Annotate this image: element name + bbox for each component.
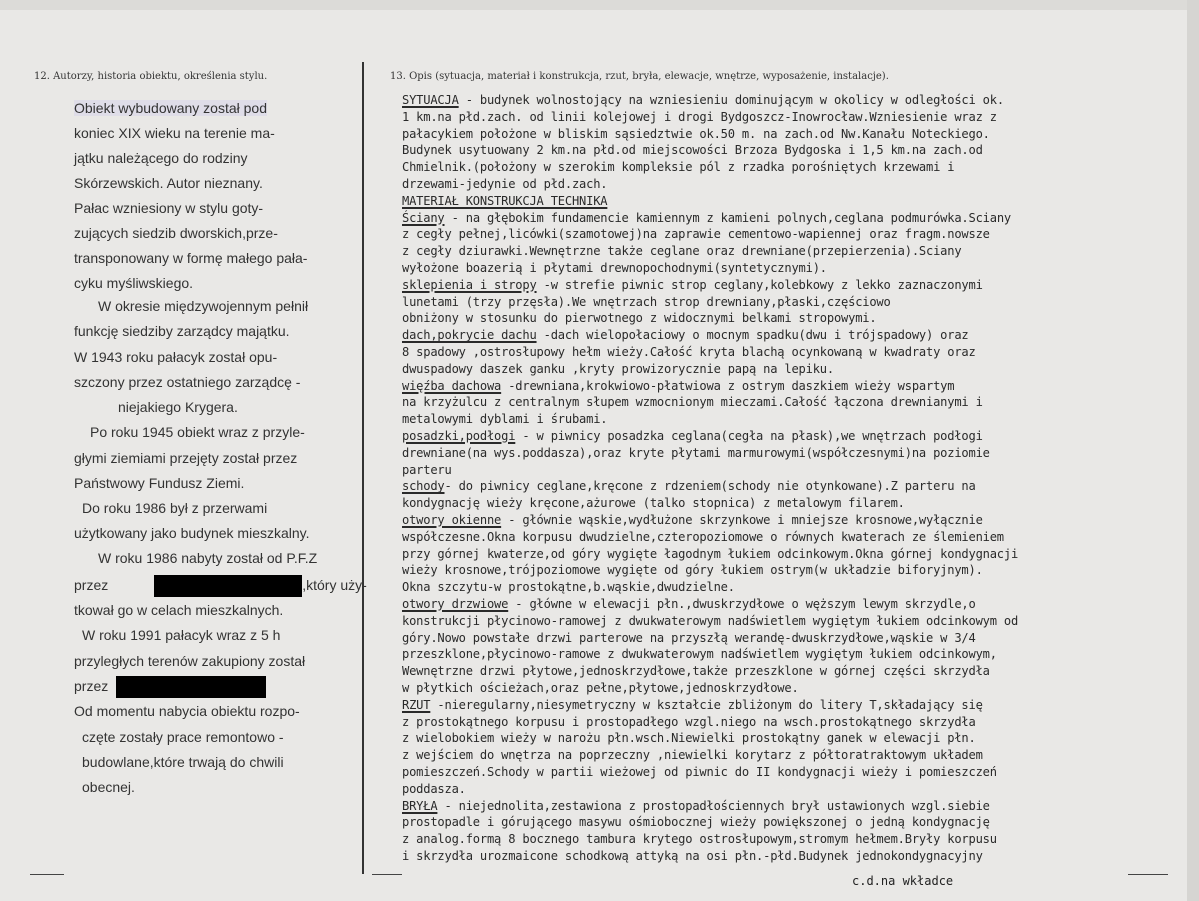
section-keyword: RZUT <box>402 697 431 712</box>
history-line-text: zujących siedzib dworskich,prze- <box>74 225 278 241</box>
history-line-text: Obiekt wybudowany został pod <box>74 100 267 116</box>
description-line <box>402 663 990 679</box>
description-line <box>402 260 827 276</box>
description-text: prostopadle i górującego masywu ośmiobocznej wieży powiększonej o jedną kondygnację <box>402 815 990 830</box>
history-line <box>74 649 305 674</box>
description-line <box>402 747 983 763</box>
description-line <box>402 210 1011 226</box>
description-line <box>402 378 954 394</box>
description-line <box>402 126 990 142</box>
description-line <box>402 546 1018 562</box>
description-line <box>402 226 990 242</box>
description-text: przy górnej kwaterze,od góry wygięte łagodnym łukiem odcinkowym.Okna górnej kondygnacji <box>402 546 1019 561</box>
description-line <box>402 394 983 410</box>
description-text: konstrukcji płycinowo-ramowej z dwukwaterowym nadświetlem wygiętym łukiem odcinkowym od <box>402 613 1019 628</box>
description-text: pomieszczeń.Schody w partii wieżowej od piwnic do II kondygnacji wieży i pomieszczeń <box>402 765 997 779</box>
history-line <box>74 196 263 221</box>
description-text: z wejściem do wnętrza na poprzeczny ,niewielki korytarz z półtoratraktowym układem <box>402 748 983 763</box>
history-line-text: W roku 1986 nabyty został od P.F.Z <box>98 550 318 566</box>
history-line <box>74 271 193 296</box>
continuation-note: c.d.na wkładce <box>852 874 954 888</box>
history-line-text: głymi ziemiami przejęty został przez <box>74 450 298 466</box>
description-text: wieży krosnowe,trójpoziomowe wygięte od góry łukiem ostrym(w układzie biforyjnym). <box>402 563 983 578</box>
history-line-text: Pałac wzniesiony w stylu goty- <box>74 200 264 216</box>
history-line <box>82 496 267 521</box>
description-text: - niejednolita,zestawiona z prostopadłościennych brył ustawionych wzgl.siebie <box>437 798 990 813</box>
description-text: w płytkich ościeżach,oraz pełne,płytowe,jednoskrzydłowe. <box>402 681 799 695</box>
description-text: pałacykiem położone w bliskim sąsiedztwie ok.50 m. na zach.od Nw.Kanału Noteckiego. <box>402 126 990 141</box>
section-12-header: 12. Autorzy, historia obiektu, określenia stylu. <box>34 71 268 82</box>
section-keyword: sklepienia i stropy <box>402 277 537 292</box>
section-keyword: schody <box>402 479 445 494</box>
description-text: kondygnację wieży kręcone,ażurowe (talko stopnica) z metalowym filarem. <box>402 496 905 511</box>
history-line-text: transponowany w formę małego pała- <box>74 250 308 266</box>
history-line-text: W okresie międzywojennym pełnił <box>98 298 309 314</box>
description-line <box>402 714 976 730</box>
history-line-text: funkcję siedziby zarządcy majątku. <box>74 323 290 339</box>
section-keyword: dach,pokrycie dachu <box>402 328 537 343</box>
footer-rule-left <box>30 874 64 875</box>
history-line-text: przyległych terenów zakupiony został <box>74 653 306 669</box>
description-text: - głównie wąskie,wydłużone skrzynkowe i mniejsze krosnowe,wyłącznie <box>501 513 983 527</box>
description-text: i skrzydła urozmaicone schodkową attyką na osi płn.-płd.Budynek jednokondygnacyjny <box>402 849 983 863</box>
history-line <box>74 370 300 395</box>
section-keyword: otwory drzwiowe <box>402 597 509 611</box>
section-keyword: posadzki,podłogi <box>402 429 516 443</box>
history-line <box>74 674 266 699</box>
description-line <box>402 361 834 377</box>
scan-top-edge <box>0 0 1199 10</box>
description-line <box>402 495 905 511</box>
description-line <box>402 512 983 528</box>
history-line <box>82 725 284 750</box>
history-line-text: W roku 1991 pałacyk wraz z 5 h <box>82 627 281 643</box>
history-line-text: W 1943 roku pałacyk został opu- <box>74 349 278 365</box>
description-line <box>402 176 607 192</box>
description-line <box>402 579 735 595</box>
description-line <box>402 697 983 713</box>
history-line-text: ,który uży- <box>302 577 367 593</box>
history-line-text: przez <box>74 577 109 593</box>
history-line-text: częte zostały prace remontowo - <box>82 729 284 745</box>
history-line-text: szczony przez ostatniego zarządcę - <box>74 374 301 390</box>
history-line <box>74 121 275 146</box>
description-line <box>402 109 997 125</box>
description-line <box>402 462 452 478</box>
description-line <box>402 848 983 864</box>
history-line-text: budowlane,które trwają do chwili <box>82 754 284 770</box>
description-text: -dach wielopołaciowy o mocnym spadku(dwu i trójspadowy) oraz <box>536 328 969 343</box>
description-text: z prostokątnego korpusu i prostopadłego wzgl.niego na wsch.prostokątnego skrzydła <box>402 714 976 729</box>
description-line <box>402 764 997 780</box>
description-text: poddasza. <box>402 781 466 796</box>
history-line-text: obecnej. <box>82 779 135 795</box>
history-line <box>74 319 290 344</box>
description-text: - budynek wolnostojący na wzniesieniu dominującym w okolicy w odległości ok. <box>458 93 1004 107</box>
description-text: na krzyżulcu z centralnym słupem wzmocnionym mieczami.Całość łączona drewnianymi i <box>402 395 983 410</box>
description-text: metalowymi dyblami i śrubami. <box>402 412 608 427</box>
description-text: drzewami-jedynie od płd.zach. <box>402 177 608 191</box>
description-text: góry.Nowo powstałe drzwi parterowe na przyszłą werandę-dwuskrzydłowe,wąskie w 3/4 <box>402 630 976 645</box>
description-text: z analog.formą 8 bocznego tambura krytego ostrosłupowym,stromym hełmem.Bryły korpusu <box>402 832 997 847</box>
history-line-text: cyku myśliwskiego. <box>74 275 194 291</box>
footer-rule-right <box>1128 874 1168 875</box>
description-line <box>402 277 983 293</box>
history-line <box>74 598 283 623</box>
description-line <box>402 411 607 427</box>
description-line <box>402 294 891 310</box>
history-line-text: Państwowy Fundusz Ziemi. <box>74 475 245 491</box>
description-text: 1 km.na płd.zach. od linii kolejowej i drogi Bydgoszcz-Inowrocław.Wzniesienie wraz z <box>402 109 997 124</box>
history-line-text: niejakiego Krygera. <box>118 399 238 415</box>
description-line <box>402 613 1018 629</box>
section-13-header: 13. Opis (sytuacja, materiał i konstrukcja, rzut, bryła, elewacje, wnętrze, wyposażenie, instalacje). <box>390 71 889 82</box>
history-line <box>74 246 307 271</box>
section-keyword: otwory okienne <box>402 513 502 527</box>
description-text: wyłożone boazerią i płytami drewnopochodnymi(syntetycznymi). <box>402 261 827 275</box>
description-line <box>402 646 997 662</box>
section-keyword: MATERIAŁ KONSTRUKCJA TECHNIKA <box>402 193 608 208</box>
description-line <box>402 428 983 444</box>
description-text: -drewniana,krokwiowo-płatwiowa z ostrym daszkiem wieży wspartym <box>501 378 955 393</box>
description-line <box>402 142 983 158</box>
history-line <box>82 623 280 648</box>
history-line <box>74 96 267 121</box>
description-text: parteru <box>402 462 452 477</box>
description-line <box>402 193 607 209</box>
description-text: obniżony w stosunku do pierwotnego z widocznymi belkami stropowymi. <box>402 311 877 326</box>
history-line-text: jątku należącego do rodziny <box>74 150 248 166</box>
description-line <box>402 680 799 696</box>
history-line-text: Do roku 1986 był z przerwami <box>82 500 268 516</box>
history-line <box>74 171 263 196</box>
description-text: 8 spadowy ,ostrosłupowy hełm wieży.Całość kryta blachą ocynkowaną w kwadraty oraz <box>402 345 976 359</box>
description-text: dwuspadowy daszek ganku ,kryty prowizorycznie papą na lepiku. <box>402 361 834 376</box>
description-text: współczesne.Okna korpusu dwudzielne,czteropoziomowe o równych kwaterach ze ślemieniem <box>402 529 1004 544</box>
description-line <box>402 781 466 797</box>
history-line-text: Skórzewskich. Autor nieznany. <box>74 175 263 191</box>
description-text: lunetami (trzy przęsła).We wnętrzach strop drewniany,płaski,częściowo <box>402 294 891 309</box>
description-line <box>402 814 990 830</box>
section-keyword: SYTUACJA <box>402 93 459 107</box>
description-text: Wewnętrzne drzwi płytowe,jednoskrzydłowe,także przeszklone w górnej części skrzydła <box>402 664 990 679</box>
history-line <box>74 521 310 546</box>
description-line <box>402 478 976 494</box>
history-line-text: Od momentu nabycia obiektu rozpo- <box>74 703 300 719</box>
history-line <box>82 750 284 775</box>
description-line <box>402 730 976 746</box>
redacted-name-block <box>154 575 302 597</box>
description-text: z cegły dziurawki.Wewnętrzne także ceglane oraz drewniane(przepierzenia).Sciany <box>402 244 962 259</box>
history-line <box>98 546 317 571</box>
description-text: drewniane(na wys.poddasza),oraz kryte płytami marmurowymi(współczesnymi)na poziomie <box>402 445 990 460</box>
description-text: - do piwnicy ceglane,kręcone z rdzeniem(schody nie otynkowane).Z parteru na <box>444 479 976 494</box>
history-line <box>82 775 135 800</box>
description-text: przeszklone,płycinowo-ramowe z dwukwaterowym nadświetlem wygiętym łukiem odcinkowym, <box>402 647 997 662</box>
description-text: - na głębokim fundamencie kamiennym z kamieni polnych,ceglana podmurówka.Sciany <box>444 210 1011 225</box>
history-line <box>74 471 244 496</box>
description-line <box>402 92 1004 108</box>
description-text: - w piwnicy posadzka ceglana(cegła na płask),we wnętrzach podłogi <box>515 429 983 443</box>
description-line <box>402 798 990 814</box>
description-line <box>402 327 969 343</box>
description-line <box>402 596 976 612</box>
description-text: - główne w elewacji płn.,dwuskrzydłowe o węższym lewym skrzydle,o <box>508 597 976 611</box>
history-line <box>74 221 278 246</box>
description-text: Budynek usytuowany 2 km.na płd.od miejscowości Brzoza Bydgoska i 1,5 km.na zach.od <box>402 143 983 158</box>
footer-rule-mid <box>372 874 402 875</box>
history-line <box>90 420 305 445</box>
history-line <box>74 345 277 370</box>
history-line <box>98 294 308 319</box>
description-line <box>402 243 961 259</box>
history-line <box>74 573 367 598</box>
history-line <box>74 446 297 471</box>
section-keyword: BRYŁA <box>402 798 438 813</box>
scan-right-edge <box>1187 0 1199 901</box>
description-text: -nieregularny,niesymetryczny w kształcie zbliżonym do litery T,składający się <box>430 697 983 712</box>
description-text: Okna szczytu-w prostokątne,b.wąskie,dwudzielne. <box>402 580 735 595</box>
description-text: z cegły pełnej,licówki(szamotowej)na zaprawie cementowo-wapiennej oraz fragm.nowsze <box>402 227 990 242</box>
column-divider <box>362 62 364 874</box>
description-text: Chmielnik.(położony w szerokim kompleksie pól z rzadka porośniętych krzewami i <box>402 160 955 175</box>
history-line-text: tkował go w celach mieszkalnych. <box>74 602 284 618</box>
description-line <box>402 630 976 646</box>
history-line-text: użytkowany jako budynek mieszkalny. <box>74 525 310 541</box>
history-line <box>74 699 300 724</box>
description-text: -w strefie piwnic strop ceglany,kolebkowy z lekko zaznaczonymi <box>536 277 983 292</box>
description-line <box>402 831 997 847</box>
history-line <box>74 146 248 171</box>
description-line <box>402 344 976 360</box>
description-line <box>402 562 983 578</box>
description-line <box>402 159 954 175</box>
description-text: z wielobokiem wieży w narożu płn.wsch.Niewielki prostokątny ganek w elewacji płn. <box>402 731 976 746</box>
history-line <box>118 395 238 420</box>
redacted-name-block <box>116 676 266 698</box>
history-line-text: przez <box>74 678 109 694</box>
description-line <box>402 445 990 461</box>
history-line-text: koniec XIX wieku na terenie ma- <box>74 125 275 141</box>
description-line <box>402 529 1004 545</box>
history-line-text: Po roku 1945 obiekt wraz z przyle- <box>90 424 305 440</box>
section-keyword: więźba dachowa <box>402 378 502 393</box>
section-keyword: Ściany <box>402 210 445 225</box>
description-line <box>402 310 876 326</box>
